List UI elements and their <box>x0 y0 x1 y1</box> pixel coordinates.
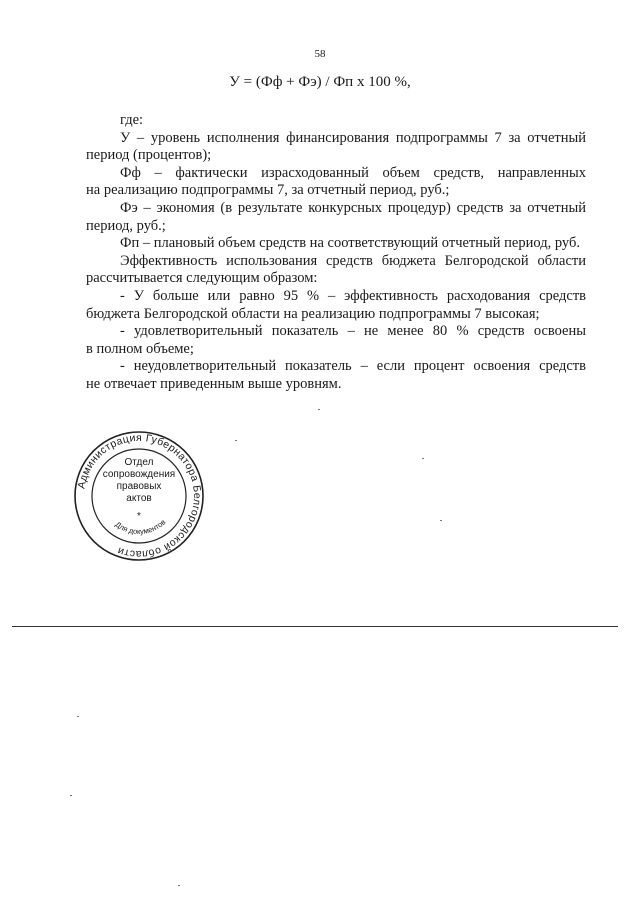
list-item-satisfactory: - удовлетворительный показатель – не менее 80 % средств освоены <box>120 323 586 340</box>
paragraph-u-definition: У – уровень исполнения финансирования подпрограммы 7 за отчетный <box>120 129 586 146</box>
formula: У = (Фф + Фэ) / Фп х 100 %, <box>229 74 411 90</box>
paragraph-where: где: <box>120 112 144 128</box>
stamp-line-2: сопровождения <box>102 469 176 480</box>
stamp-line-3: правовых <box>116 481 162 492</box>
scan-speck <box>318 409 320 410</box>
body-text <box>86 112 586 394</box>
scan-speck <box>178 885 180 886</box>
scan-speck <box>440 520 442 521</box>
paragraph-efficiency: Эффективность использования средств бюджета Белгородской области <box>120 252 586 269</box>
stamp-line-1: Отдел <box>124 457 154 468</box>
horizontal-divider <box>12 626 618 627</box>
scan-speck <box>70 795 72 796</box>
paragraph-fe-definition: Фэ – экономия (в результате конкурсных процедур) средств за отчетный <box>120 199 586 216</box>
scan-speck <box>235 440 237 441</box>
paragraph-ff-definition-cont: на реализацию подпрограммы 7, за отчетный период, руб.; <box>86 182 450 199</box>
scan-speck <box>422 458 424 459</box>
stamp-star: * <box>137 511 141 522</box>
paragraph-fe-definition-cont: период, руб.; <box>86 217 166 234</box>
list-item-unsatisfactory: - неудовлетворительный показатель – если процент освоения средств <box>120 358 586 375</box>
official-stamp <box>72 429 206 563</box>
paragraph-u-definition-cont: период (процентов); <box>86 147 212 164</box>
paragraph-fp-definition: Фп – плановый объем средств на соответствующий отчетный период, руб. <box>120 235 580 252</box>
stamp-ring-text: Администрация Губернатора Белгородской области <box>75 431 204 561</box>
stamp-inner-ring-text: Для документов <box>113 517 168 537</box>
list-item-high-cont: бюджета Белгородской области на реализацию подпрограммы 7 высокая; <box>86 305 540 322</box>
paragraph-ff-definition: Фф – фактически израсходованный объем средств, направленных <box>120 164 586 181</box>
list-item-satisfactory-cont: в полном объеме; <box>86 340 194 357</box>
list-item-high: - У больше или равно 95 % – эффективность расходования средств <box>120 287 586 304</box>
stamp-line-4: актов <box>126 493 152 504</box>
scan-speck <box>77 716 79 717</box>
stamp-center <box>72 423 206 557</box>
list-item-unsatisfactory-cont: не отвечает приведенным выше уровням. <box>86 375 342 392</box>
page-number: 58 <box>314 48 326 60</box>
paragraph-efficiency-cont: рассчитывается следующим образом: <box>86 270 318 287</box>
